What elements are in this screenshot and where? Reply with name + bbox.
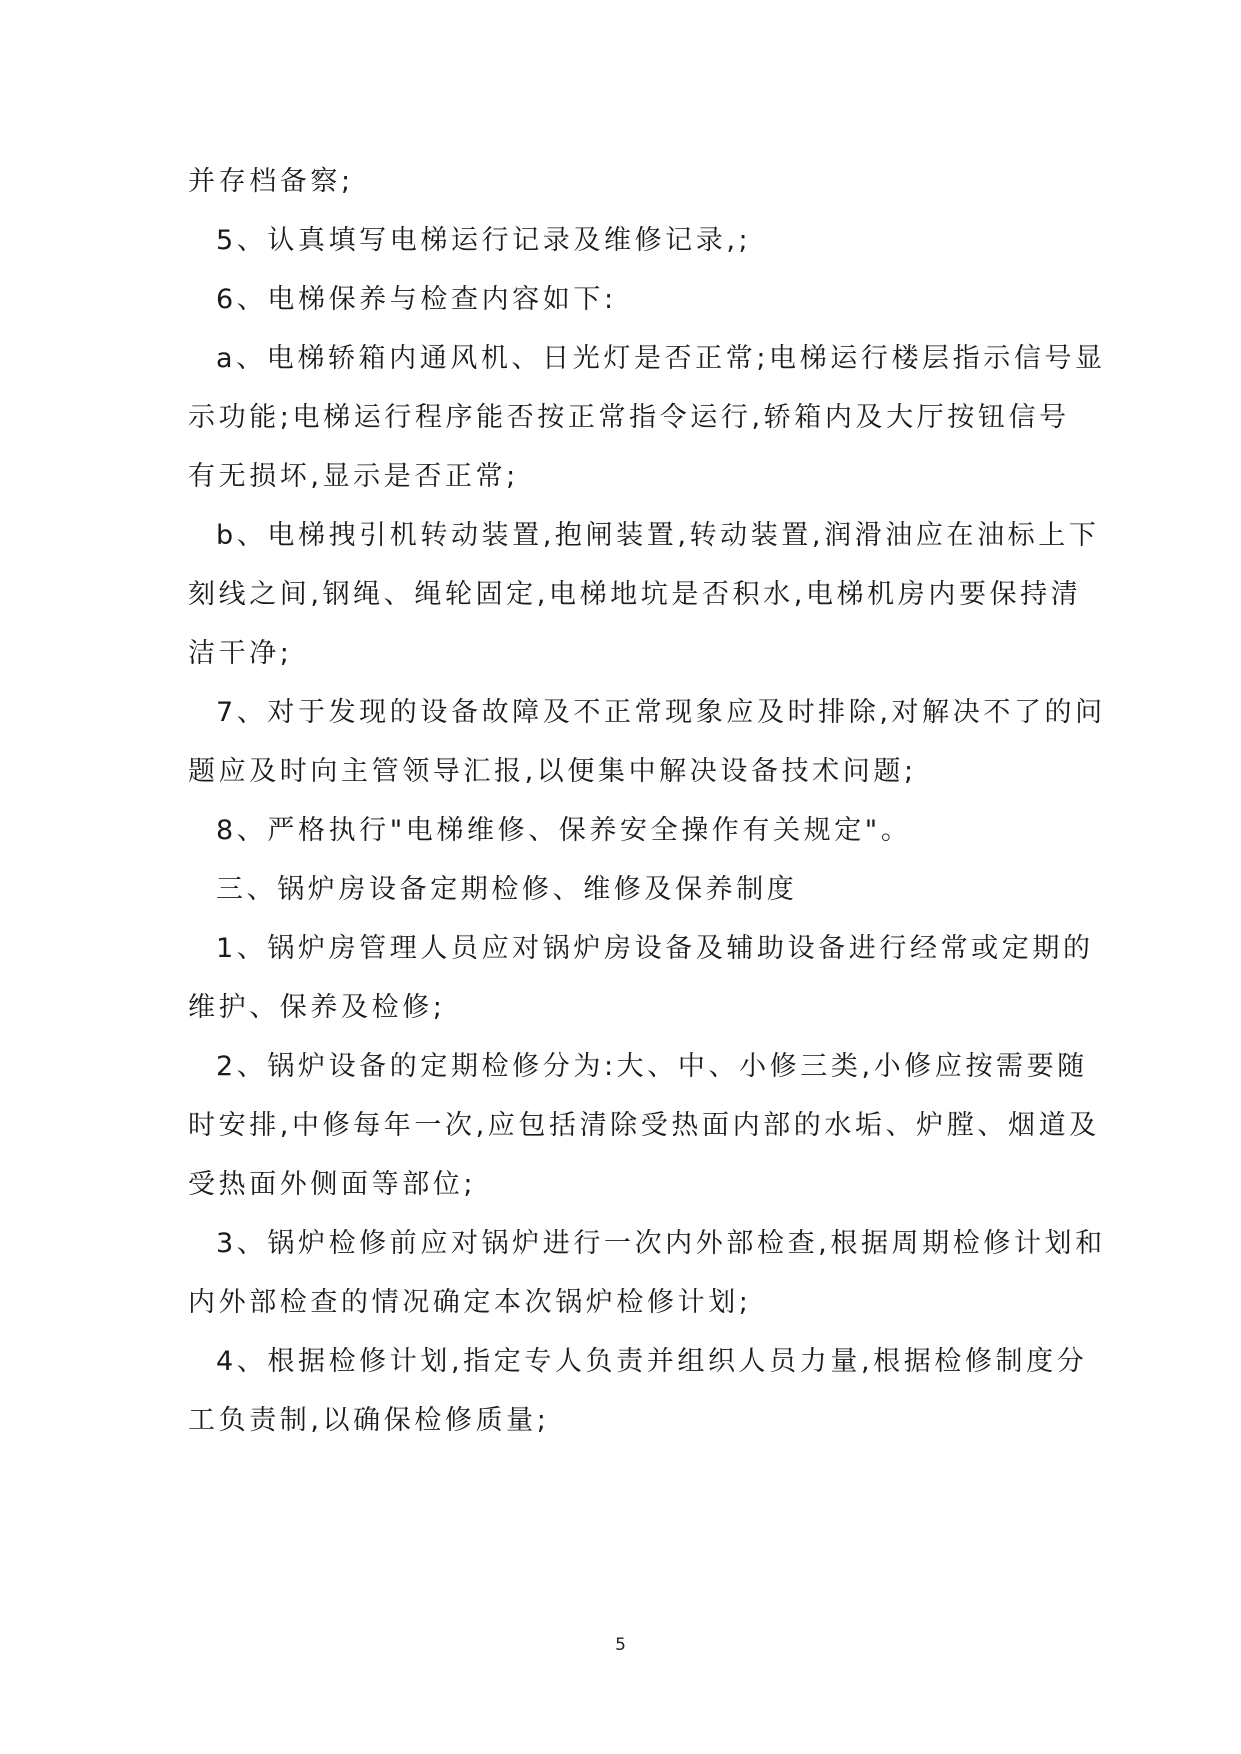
text-line-continuation: 并存档备察; [188,166,354,197]
text-line-item-b: b、电梯拽引机转动装置,抱闸装置,转动装置,润滑油应在油标上下 [216,520,1100,551]
text-line-boiler-item-3: 3、锅炉检修前应对锅炉进行一次内外部检查,根据周期检修计划和 [216,1228,1106,1259]
text-line-boiler-item-1-cont: 维护、保养及检修; [188,992,446,1023]
text-line-boiler-item-2-cont-2: 受热面外侧面等部位; [188,1169,477,1200]
text-line-item-a-cont-1: 示功能;电梯运行程序能否按正常指令运行,轿箱内及大厅按钮信号 [188,402,1070,433]
text-line-item-8: 8、严格执行"电梯维修、保养安全操作有关规定"。 [216,815,912,846]
text-line-item-5: 5、认真填写电梯运行记录及维修记录,; [216,225,752,256]
text-line-boiler-item-3-cont: 内外部检查的情况确定本次锅炉检修计划; [188,1287,752,1318]
text-line-item-7-cont: 题应及时向主管领导汇报,以便集中解决设备技术问题; [188,756,917,787]
text-line-boiler-item-1: 1、锅炉房管理人员应对锅炉房设备及辅助设备进行经常或定期的 [216,933,1094,964]
text-line-item-b-cont-1: 刻线之间,钢绳、绳轮固定,电梯地坑是否积水,电梯机房内要保持清 [188,579,1082,610]
text-line-boiler-item-2-cont-1: 时安排,中修每年一次,应包括清除受热面内部的水垢、炉膛、烟道及 [188,1110,1100,1141]
text-line-boiler-item-2: 2、锅炉设备的定期检修分为:大、中、小修三类,小修应按需要随 [216,1051,1088,1082]
text-line-item-a: a、电梯轿箱内通风机、日光灯是否正常;电梯运行楼层指示信号显 [216,343,1106,374]
text-line-item-6: 6、电梯保养与检查内容如下: [216,284,617,315]
page-number: 5 [615,1635,626,1655]
text-line-boiler-item-4-cont: 工负责制,以确保检修质量; [188,1405,550,1436]
text-line-boiler-item-4: 4、根据检修计划,指定专人负责并组织人员力量,根据检修制度分 [216,1346,1088,1377]
text-line-item-7: 7、对于发现的设备故障及不正常现象应及时排除,对解决不了的问 [216,697,1106,728]
section-heading-boiler-room: 三、锅炉房设备定期检修、维修及保养制度 [216,874,798,905]
text-line-item-b-cont-2: 洁干净; [188,638,293,669]
text-line-item-a-cont-2: 有无损坏,显示是否正常; [188,461,519,492]
